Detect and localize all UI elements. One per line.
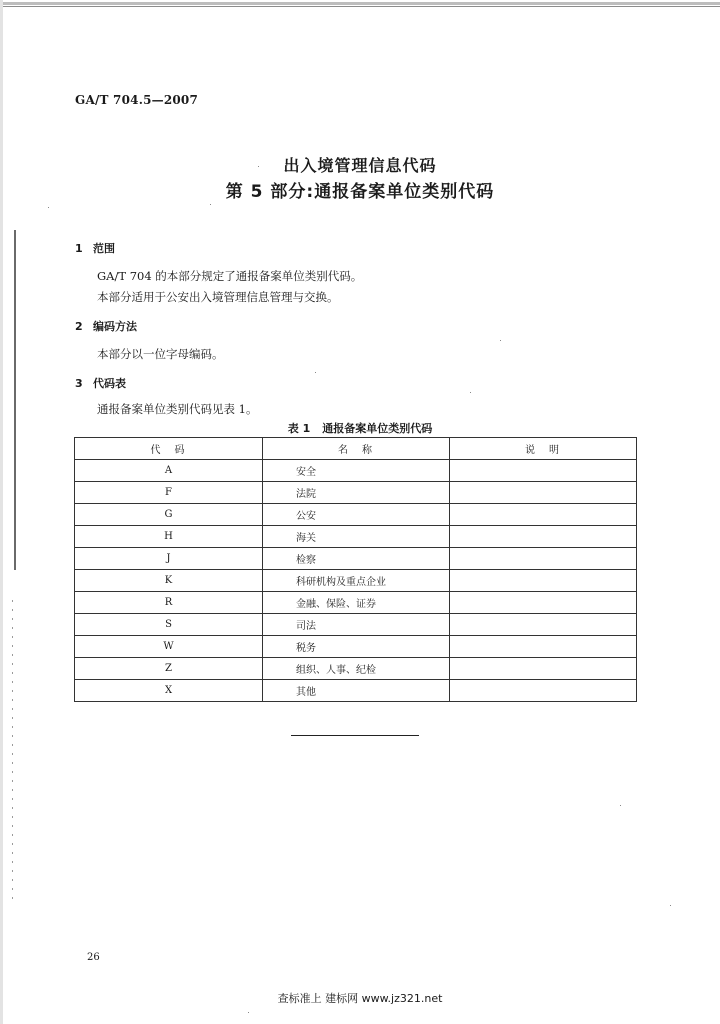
binding-dots bbox=[12, 600, 13, 900]
page-number: 26 bbox=[87, 952, 100, 963]
code-cell: G bbox=[75, 504, 263, 526]
name-cell: 其他 bbox=[263, 680, 450, 702]
section-number: 2 bbox=[75, 320, 83, 333]
section-title: 编码方法 bbox=[93, 320, 137, 333]
name-cell: 税务 bbox=[263, 636, 450, 658]
column-header-name: 名 称 bbox=[263, 438, 450, 460]
paragraph: GA/T 704 的本部分规定了通报备案单位类别代码。 bbox=[97, 269, 363, 283]
scan-speck bbox=[315, 372, 316, 373]
code-cell: H bbox=[75, 526, 263, 548]
table-row bbox=[75, 548, 637, 570]
code-cell: Z bbox=[75, 658, 263, 680]
end-rule bbox=[291, 735, 419, 736]
description-cell bbox=[450, 570, 637, 592]
name-cell: 组织、人事、纪检 bbox=[263, 658, 450, 680]
description-cell bbox=[450, 614, 637, 636]
name-cell: 海关 bbox=[263, 526, 450, 548]
table-row bbox=[75, 658, 637, 680]
table-caption bbox=[0, 420, 720, 436]
scan-speck bbox=[210, 204, 211, 205]
scan-speck bbox=[48, 207, 49, 208]
document-code: GA/T 704.5—2007 bbox=[75, 93, 199, 107]
table-row bbox=[75, 460, 637, 482]
code-cell: R bbox=[75, 592, 263, 614]
name-cell: 公安 bbox=[263, 504, 450, 526]
table-row bbox=[75, 614, 637, 636]
scan-speck bbox=[500, 340, 501, 341]
table-row bbox=[75, 482, 637, 504]
code-cell: W bbox=[75, 636, 263, 658]
column-header-code: 代 码 bbox=[75, 438, 263, 460]
section-heading-1 bbox=[75, 240, 115, 256]
table-caption-number: 表 1 bbox=[287, 422, 311, 435]
description-cell bbox=[450, 504, 637, 526]
table-header-row bbox=[75, 438, 637, 460]
section-number: 3 bbox=[75, 377, 83, 390]
scan-edge-line bbox=[0, 6, 720, 7]
description-cell bbox=[450, 482, 637, 504]
scan-speck bbox=[470, 392, 471, 393]
description-cell bbox=[450, 460, 637, 482]
description-cell bbox=[450, 680, 637, 702]
name-cell: 金融、保险、证券 bbox=[263, 592, 450, 614]
name-cell: 法院 bbox=[263, 482, 450, 504]
code-cell: K bbox=[75, 570, 263, 592]
section-title: 代码表 bbox=[93, 377, 126, 390]
table-caption-title: 通报备案单位类别代码 bbox=[322, 422, 433, 435]
description-cell bbox=[450, 658, 637, 680]
code-table bbox=[74, 437, 637, 702]
table-row bbox=[75, 570, 637, 592]
scan-speck bbox=[670, 905, 671, 906]
description-cell bbox=[450, 636, 637, 658]
table-row bbox=[75, 504, 637, 526]
scan-speck bbox=[248, 1012, 249, 1013]
code-cell: A bbox=[75, 460, 263, 482]
document-subtitle: 第 5 部分:通报备案单位类别代码 bbox=[225, 182, 495, 202]
paragraph: 通报备案单位类别代码见表 1。 bbox=[97, 402, 258, 416]
scan-edge-top bbox=[0, 2, 720, 5]
code-cell: J bbox=[75, 548, 263, 570]
paragraph: 本部分以一位字母编码。 bbox=[97, 347, 224, 361]
binding-mark bbox=[14, 230, 16, 570]
document-title: 出入境管理信息代码 bbox=[283, 156, 437, 175]
name-cell: 科研机构及重点企业 bbox=[263, 570, 450, 592]
code-cell: S bbox=[75, 614, 263, 636]
column-header-description: 说 明 bbox=[450, 438, 637, 460]
code-cell: F bbox=[75, 482, 263, 504]
code-cell: X bbox=[75, 680, 263, 702]
table-row bbox=[75, 680, 637, 702]
scan-speck bbox=[258, 166, 259, 167]
description-cell bbox=[450, 526, 637, 548]
name-cell: 司法 bbox=[263, 614, 450, 636]
description-cell bbox=[450, 548, 637, 570]
section-heading-2 bbox=[75, 318, 137, 334]
section-number: 1 bbox=[75, 242, 83, 255]
name-cell: 安全 bbox=[263, 460, 450, 482]
table-row bbox=[75, 592, 637, 614]
scan-speck bbox=[620, 805, 621, 806]
description-cell bbox=[450, 592, 637, 614]
section-heading-3 bbox=[75, 375, 126, 391]
table-row bbox=[75, 636, 637, 658]
table-row bbox=[75, 526, 637, 548]
paragraph: 本部分适用于公安出入境管理信息管理与交换。 bbox=[97, 290, 339, 304]
section-title: 范围 bbox=[93, 242, 115, 255]
name-cell: 检察 bbox=[263, 548, 450, 570]
watermark-footer: 查标准上 建标网 www.jz321.net bbox=[277, 992, 443, 1005]
